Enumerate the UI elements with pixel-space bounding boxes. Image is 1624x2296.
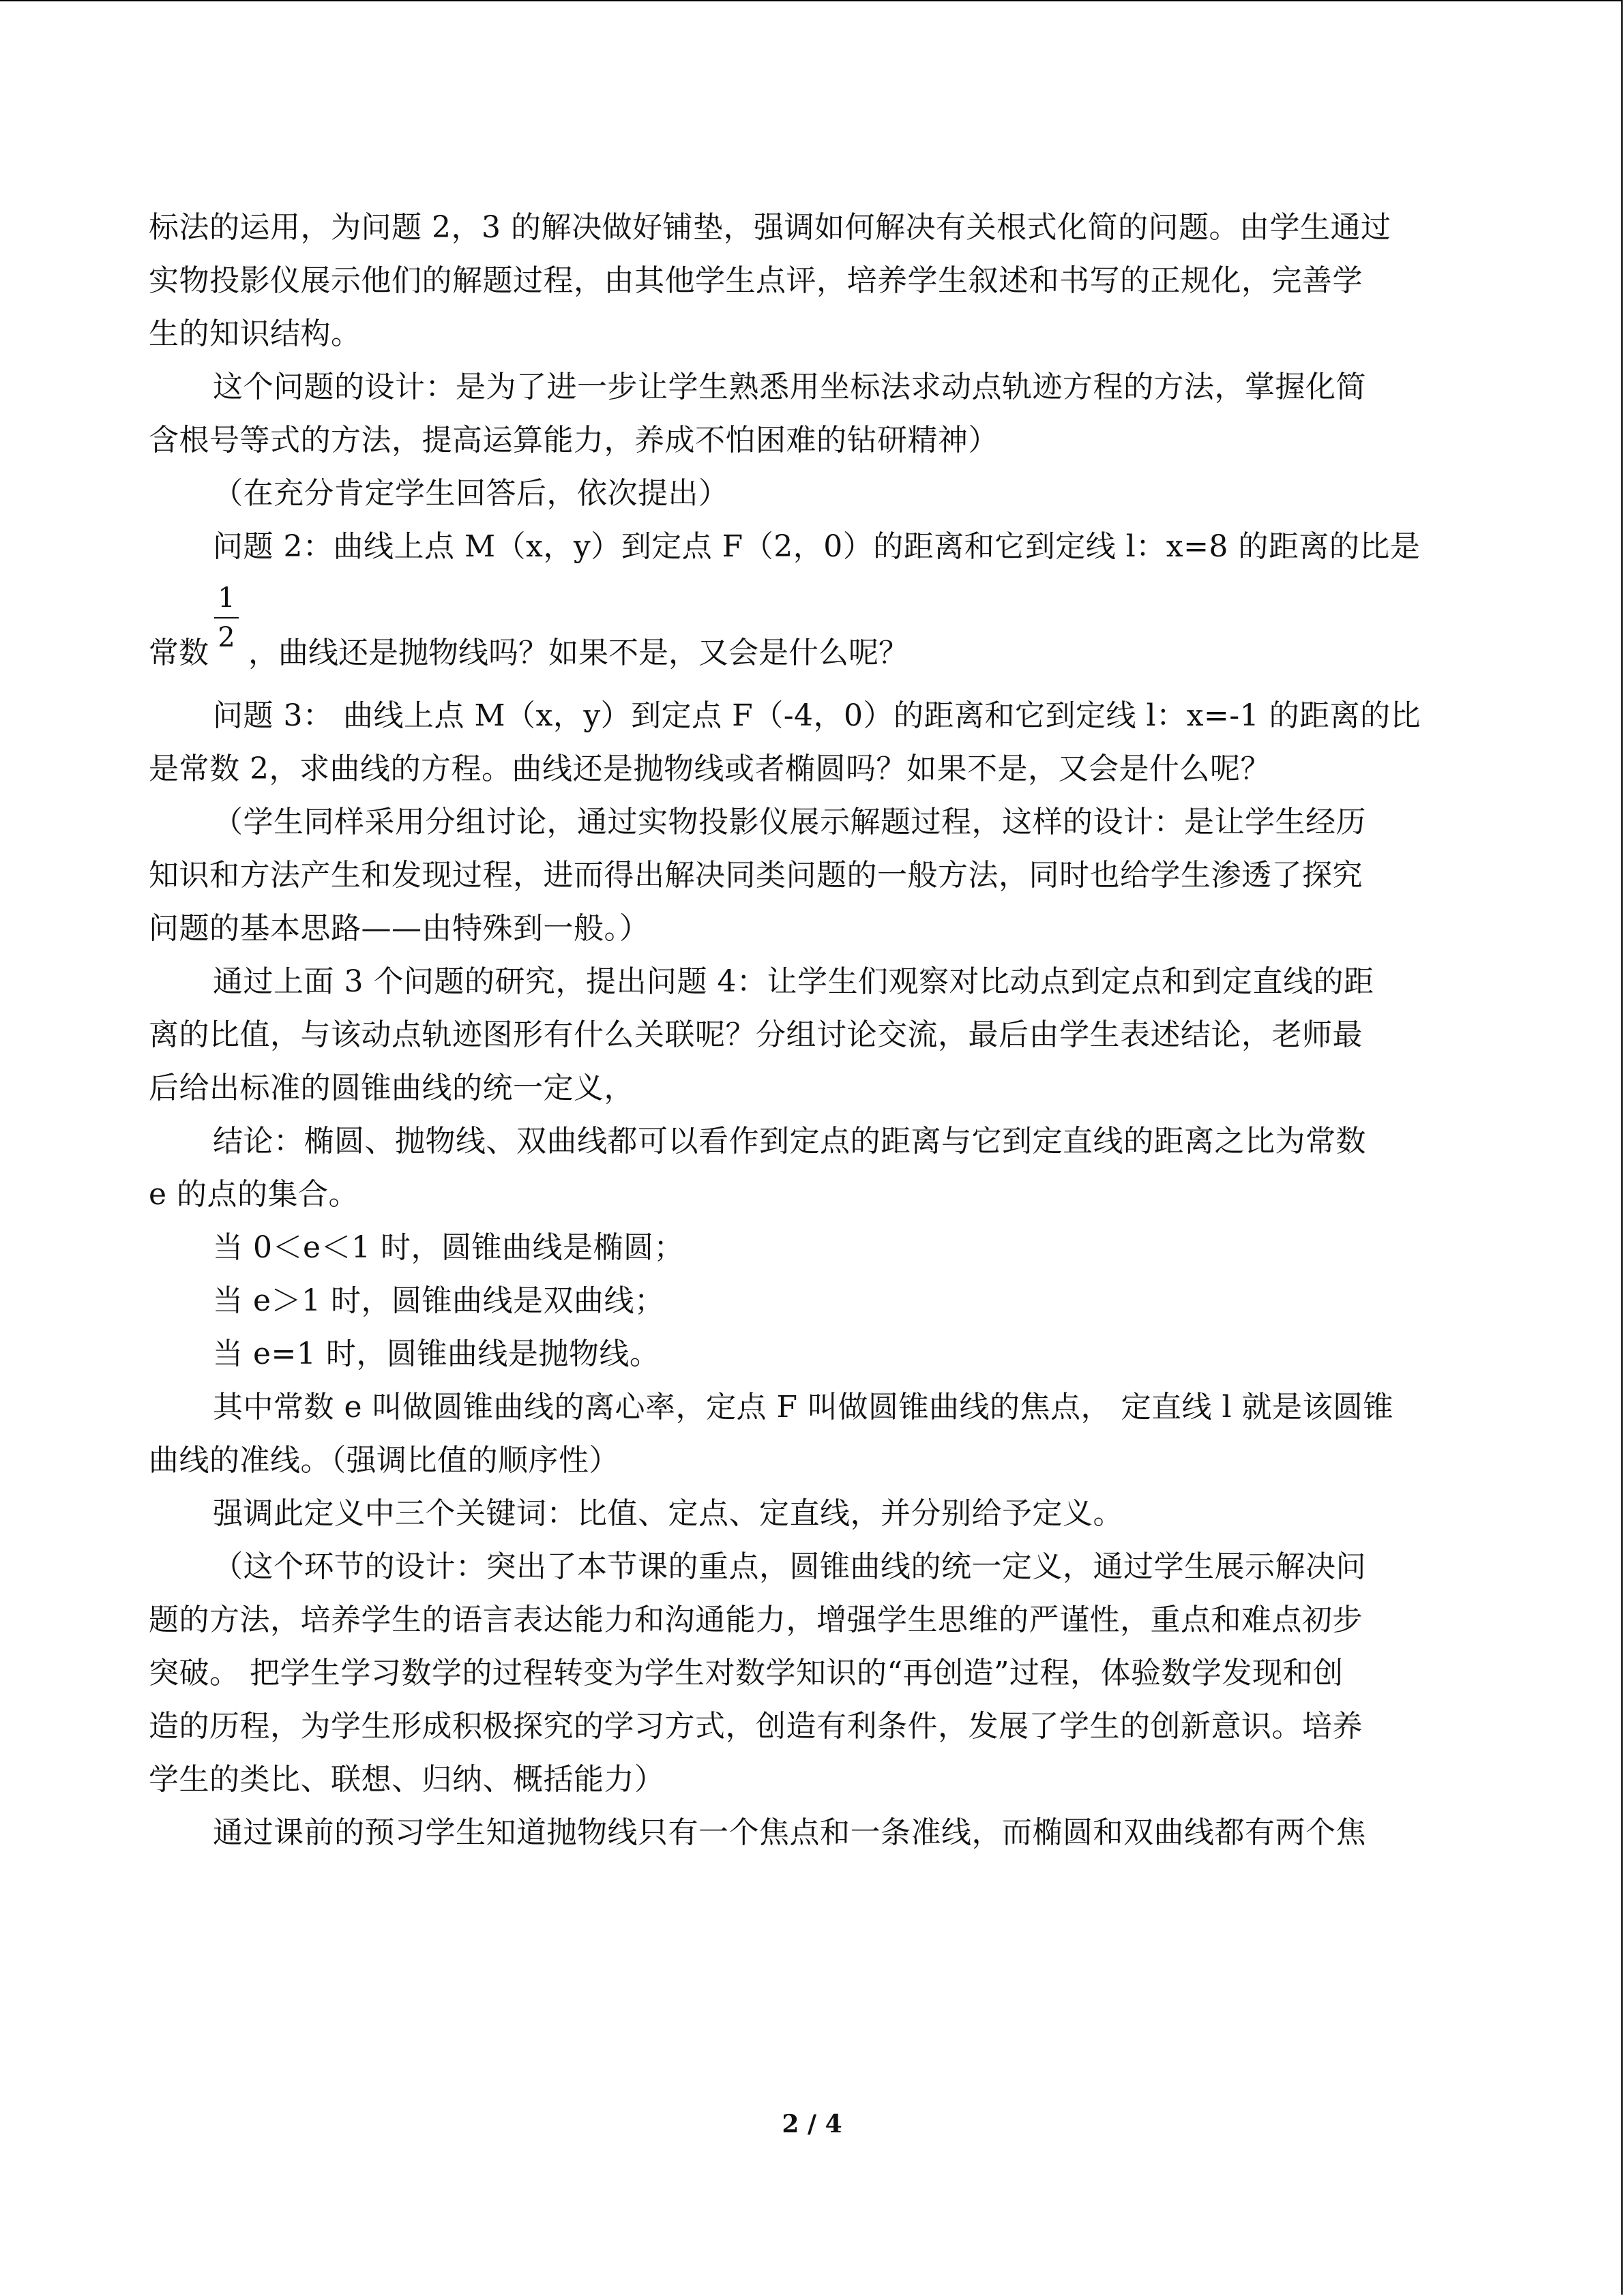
text-line: 突破。 把学生学习数学的过程转变为学生对数学知识的“再创造”过程，体验数学发现和创 — [149, 1656, 1344, 1690]
page-number: 2 / 4 — [782, 2110, 842, 2138]
fraction-paragraph-line — [149, 573, 1465, 689]
fraction-line-text — [149, 627, 909, 680]
fraction-lead-text: 常数 — [149, 636, 209, 670]
fraction-denominator: 2 — [218, 622, 235, 653]
text-line: 题的方法，培养学生的语言表达能力和沟通能力，增强学生思维的严谨性，重点和难点初步 — [149, 1602, 1363, 1637]
text-line: 造的历程，为学生形成积极探究的学习方式，创造有利条件，发展了学生的创新意识。培养 — [149, 1709, 1363, 1744]
document-body — [149, 201, 1465, 1860]
text-line: 问题 2：曲线上点 M（x，y）到定点 F（2，0）的距离和它到定线 l：x=8 的距离的比是 — [213, 529, 1421, 564]
fraction-numerator: 1 — [214, 582, 239, 618]
text-line: （这个环节的设计：突出了本节课的重点，圆锥曲线的统一定义，通过学生展示解决问 — [213, 1549, 1366, 1584]
text-line: 含根号等式的方法，提高运算能力，养成不怕困难的钻研精神） — [149, 423, 999, 458]
text-line: 这个问题的设计：是为了进一步让学生熟悉用坐标法求动点轨迹方程的方法，掌握化简 — [213, 370, 1366, 404]
text-line: 通过上面 3 个问题的研究，提出问题 4：让学生们观察对比动点到定点和到定直线的距 — [213, 964, 1374, 999]
text-line: 当 e=1 时，圆锥曲线是抛物线。 — [213, 1337, 660, 1371]
text-line: 强调此定义中三个关键词：比值、定点、定直线，并分别给予定义。 — [213, 1496, 1123, 1531]
text-line: 结论：椭圆、抛物线、双曲线都可以看作到定点的距离与它到定直线的距离之比为常数 — [213, 1124, 1366, 1159]
text-line: 问题 3： 曲线上点 M（x，y）到定点 F（-4，0）的距离和它到定线 l：x=-1 的距离的比 — [213, 698, 1421, 733]
text-line: 后给出标准的圆锥曲线的统一定义， — [149, 1071, 634, 1105]
text-line: 其中常数 e 叫做圆锥曲线的离心率，定点 F 叫做圆锥曲线的焦点， 定直线 l 就是该圆锥 — [213, 1390, 1394, 1425]
text-line: 是常数 2，求曲线的方程。曲线还是抛物线或者椭圆吗？如果不是，又会是什么呢？ — [149, 751, 1271, 786]
text-line: 知识和方法产生和发现过程，进而得出解决同类问题的一般方法，同时也给学生渗透了探究 — [149, 858, 1363, 893]
text-line: 生的知识结构。 — [149, 316, 361, 351]
text-line: 学生的类比、联想、归纳、概括能力） — [149, 1762, 665, 1797]
text-line: 当 0＜e＜1 时，圆锥曲线是椭圆； — [213, 1230, 684, 1265]
text-line: 曲线的准线。（强调比值的顺序性） — [149, 1443, 619, 1478]
text-line: 通过课前的预习学生知道抛物线只有一个焦点和一条准线，而椭圆和双曲线都有两个焦 — [213, 1815, 1366, 1850]
text-line: 实物投影仪展示他们的解题过程，由其他学生点评，培养学生叙述和书写的正规化，完善学 — [149, 263, 1363, 298]
fraction-after-text: ，曲线还是抛物线吗？如果不是，又会是什么呢？ — [248, 636, 909, 670]
text-line: e 的点的集合。 — [149, 1177, 359, 1212]
text-line: （在充分肯定学生回答后，依次提出） — [213, 476, 729, 511]
text-line: 离的比值，与该动点轨迹图形有什么关联呢？分组讨论交流，最后由学生表述结论，老师最 — [149, 1017, 1363, 1052]
text-line: 当 e＞1 时，圆锥曲线是双曲线； — [213, 1283, 665, 1318]
text-line: 标法的运用，为问题 2，3 的解决做好铺垫，强调如何解决有关根式化简的问题。由学生通过 — [149, 210, 1391, 245]
text-line: （学生同样采用分组讨论，通过实物投影仪展示解题过程，这样的设计：是让学生经历 — [213, 805, 1366, 839]
text-line: 问题的基本思路——由特殊到一般。） — [149, 911, 650, 946]
